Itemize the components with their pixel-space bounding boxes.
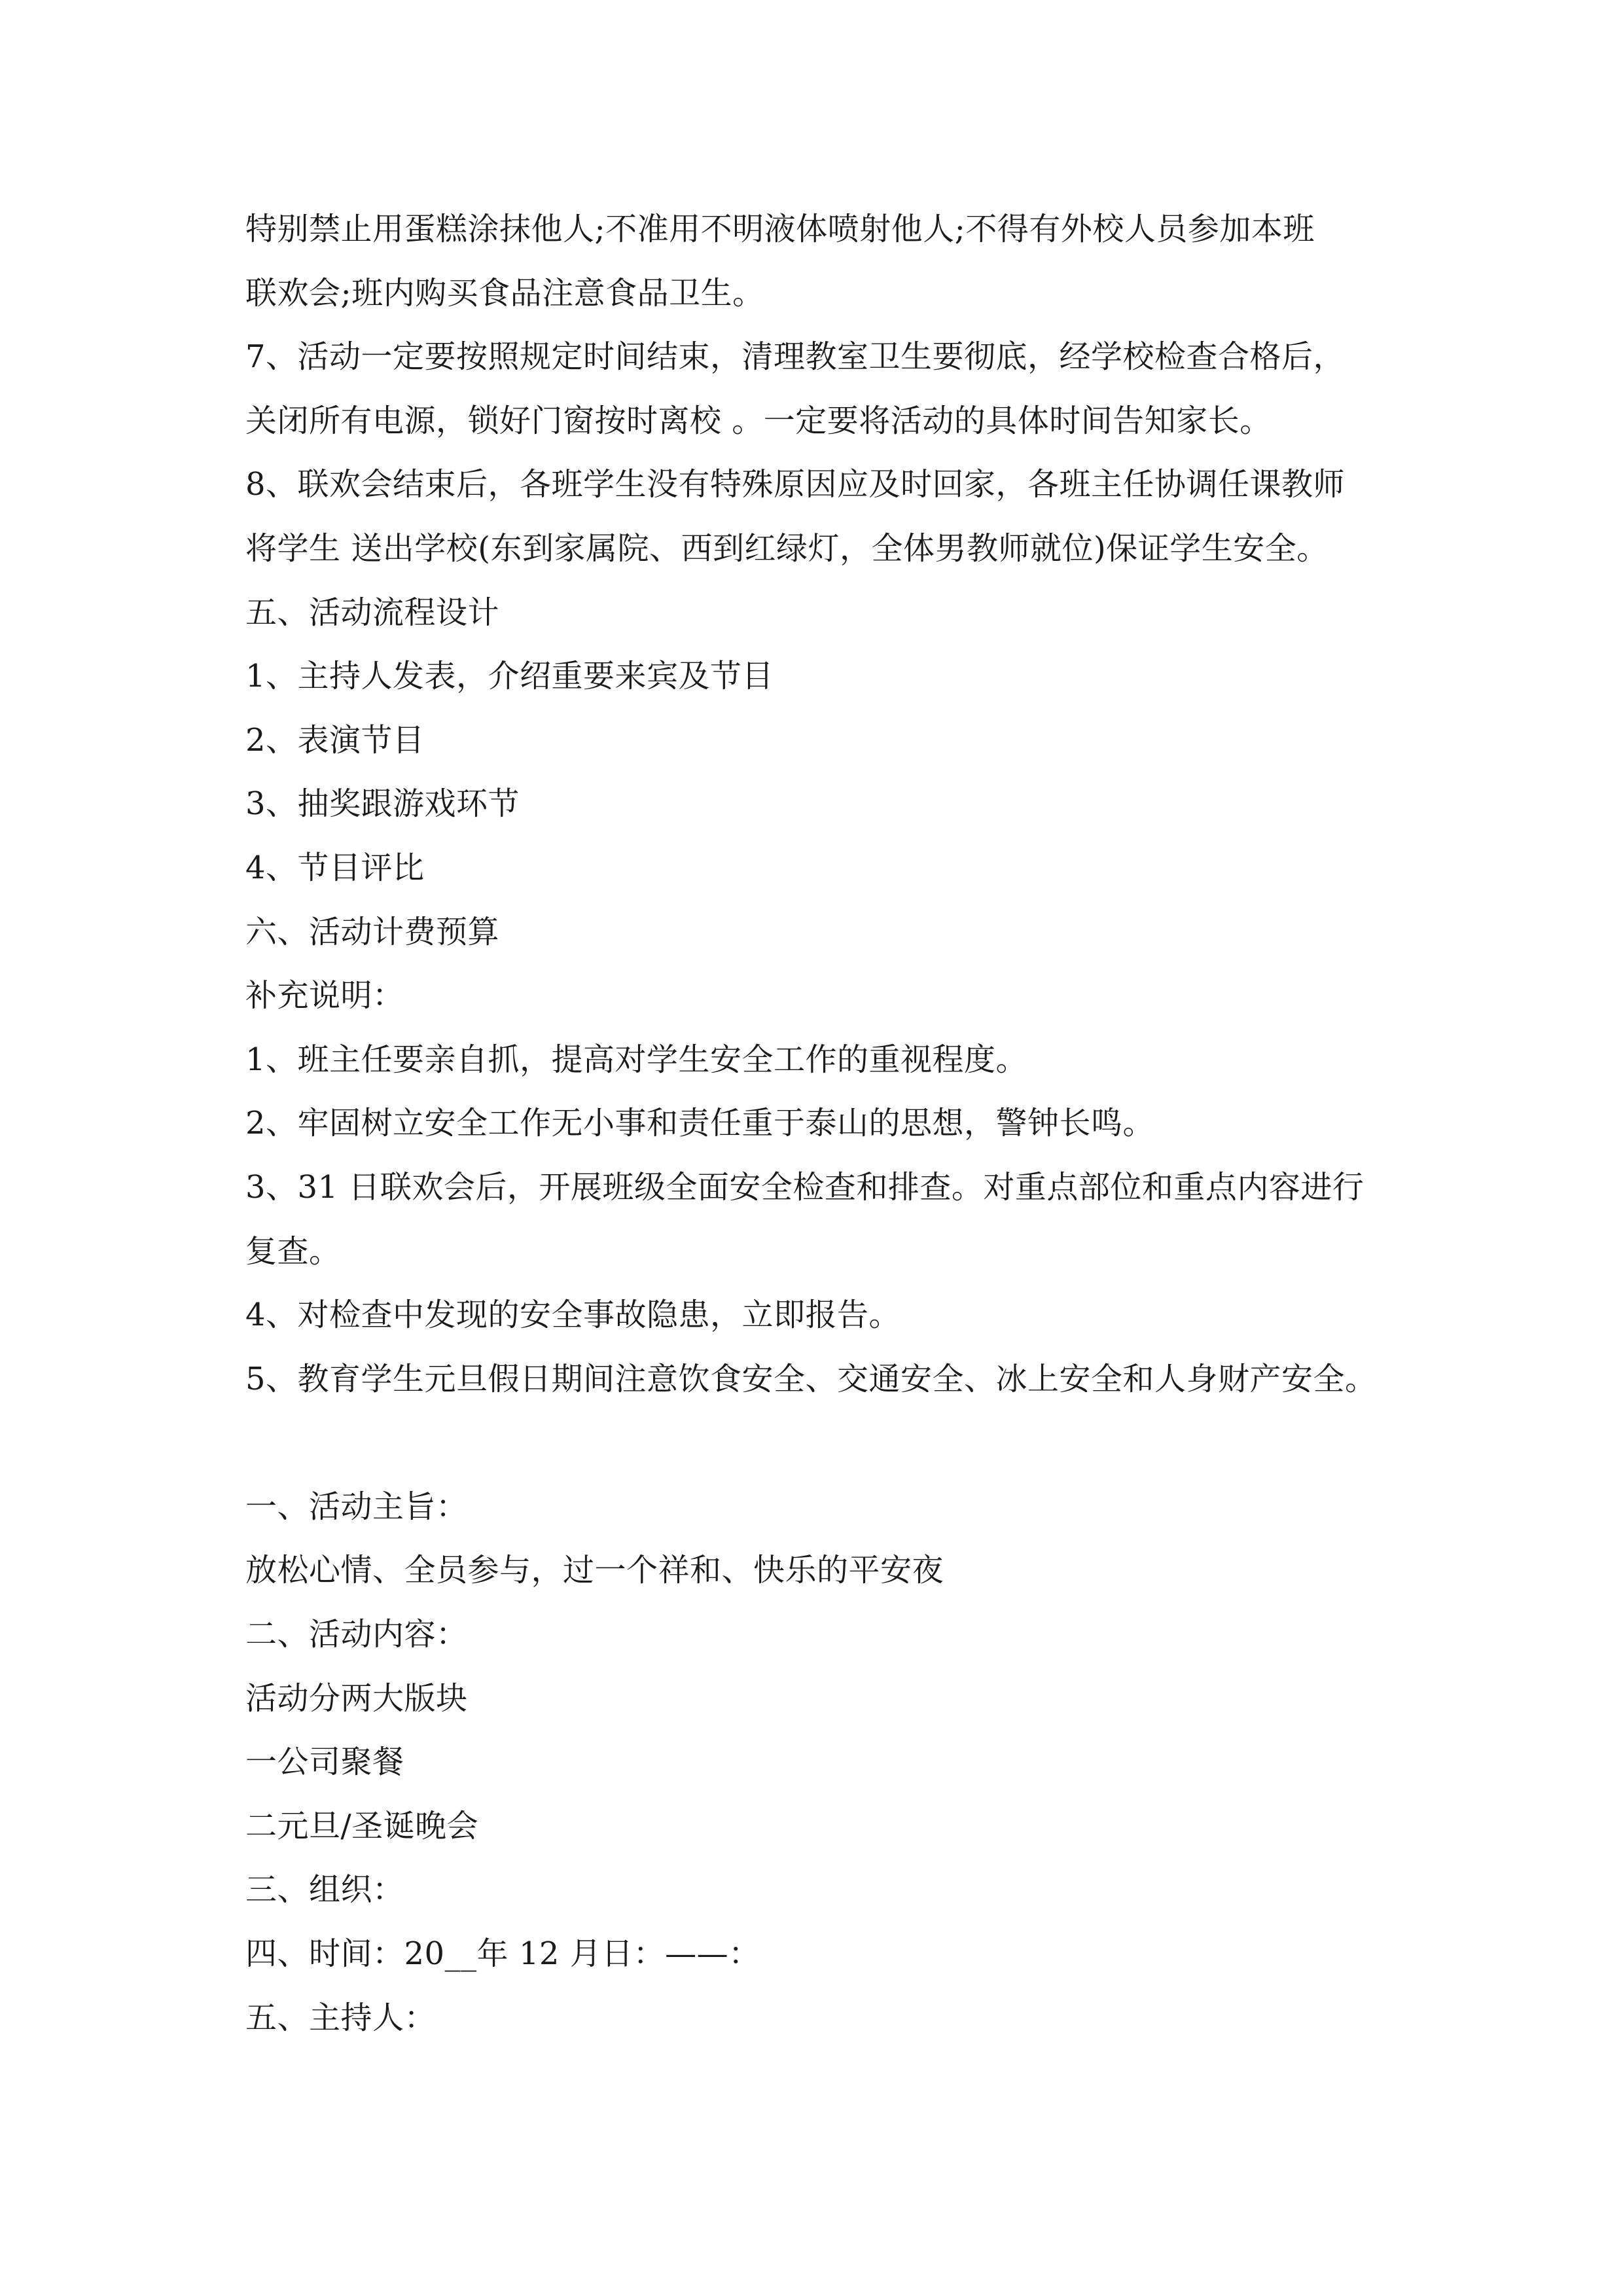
- section-heading: 三、组织：: [245, 1871, 404, 1909]
- list-item: 2、牢固树立安全工作无小事和责任重于泰山的思想，警钟长鸣。: [245, 1105, 1155, 1142]
- text-line: 7、活动一定要按照规定时间结束，清理教室卫生要彻底，经学校检查合格后，: [245, 338, 1346, 376]
- text-line: 活动分两大版块: [245, 1679, 468, 1717]
- text-line: 8、联欢会结束后，各班学生没有特殊原因应及时回家，各班主任协调任课教师: [245, 466, 1346, 503]
- list-item: 2、表演节目: [245, 721, 425, 759]
- text-line: 放松心情、全员参与，过一个祥和、快乐的平安夜: [245, 1552, 944, 1589]
- section-heading: 四、时间：20__年 12 月日：——：: [245, 1935, 760, 1973]
- text-line: 特别禁止用蛋糕涂抹他人;不准用不明液体喷射他人;不得有外校人员参加本班: [245, 211, 1315, 247]
- section-heading: 五、主持人：: [245, 1999, 437, 2036]
- text-line: 关闭所有电源，锁好门窗按时离校 。一定要将活动的具体时间告知家长。: [245, 402, 1272, 439]
- text-line: 复查。: [245, 1232, 341, 1270]
- section-heading: 六、活动计费预算: [245, 913, 500, 950]
- list-item: 3、抽奖跟游戏环节: [245, 785, 520, 823]
- text-line: 一公司聚餐: [245, 1744, 404, 1781]
- section-heading: 一、活动主旨：: [245, 1488, 468, 1525]
- document-body: [245, 198, 1423, 2050]
- section-heading: 五、活动流程设计: [245, 594, 500, 631]
- list-item: 3、31 日联欢会后，开展班级全面安全检查和排查。对重点部位和重点内容进行: [245, 1168, 1364, 1206]
- list-item: 1、主持人发表，介绍重要来宾及节目: [245, 658, 774, 695]
- text-line: 二元旦/圣诞晚会: [245, 1807, 479, 1844]
- list-item: 4、节目评比: [245, 849, 425, 886]
- list-item: 4、对检查中发现的安全事故隐患，立即报告。: [245, 1297, 901, 1334]
- section-heading: 补充说明：: [245, 977, 404, 1014]
- text-line: 将学生 送出学校(东到家属院、西到红绿灯，全体男教师就位)保证学生安全。: [245, 529, 1329, 567]
- list-item: 5、教育学生元旦假日期间注意饮食安全、交通安全、冰上安全和人身财产安全。: [245, 1360, 1377, 1397]
- section-heading: 二、活动内容：: [245, 1616, 468, 1653]
- blank-line: [245, 1411, 1423, 1475]
- text-line: 联欢会;班内购买食品注意食品卫生。: [245, 274, 764, 312]
- list-item: 1、班主任要亲自抓，提高对学生安全工作的重视程度。: [245, 1041, 1028, 1078]
